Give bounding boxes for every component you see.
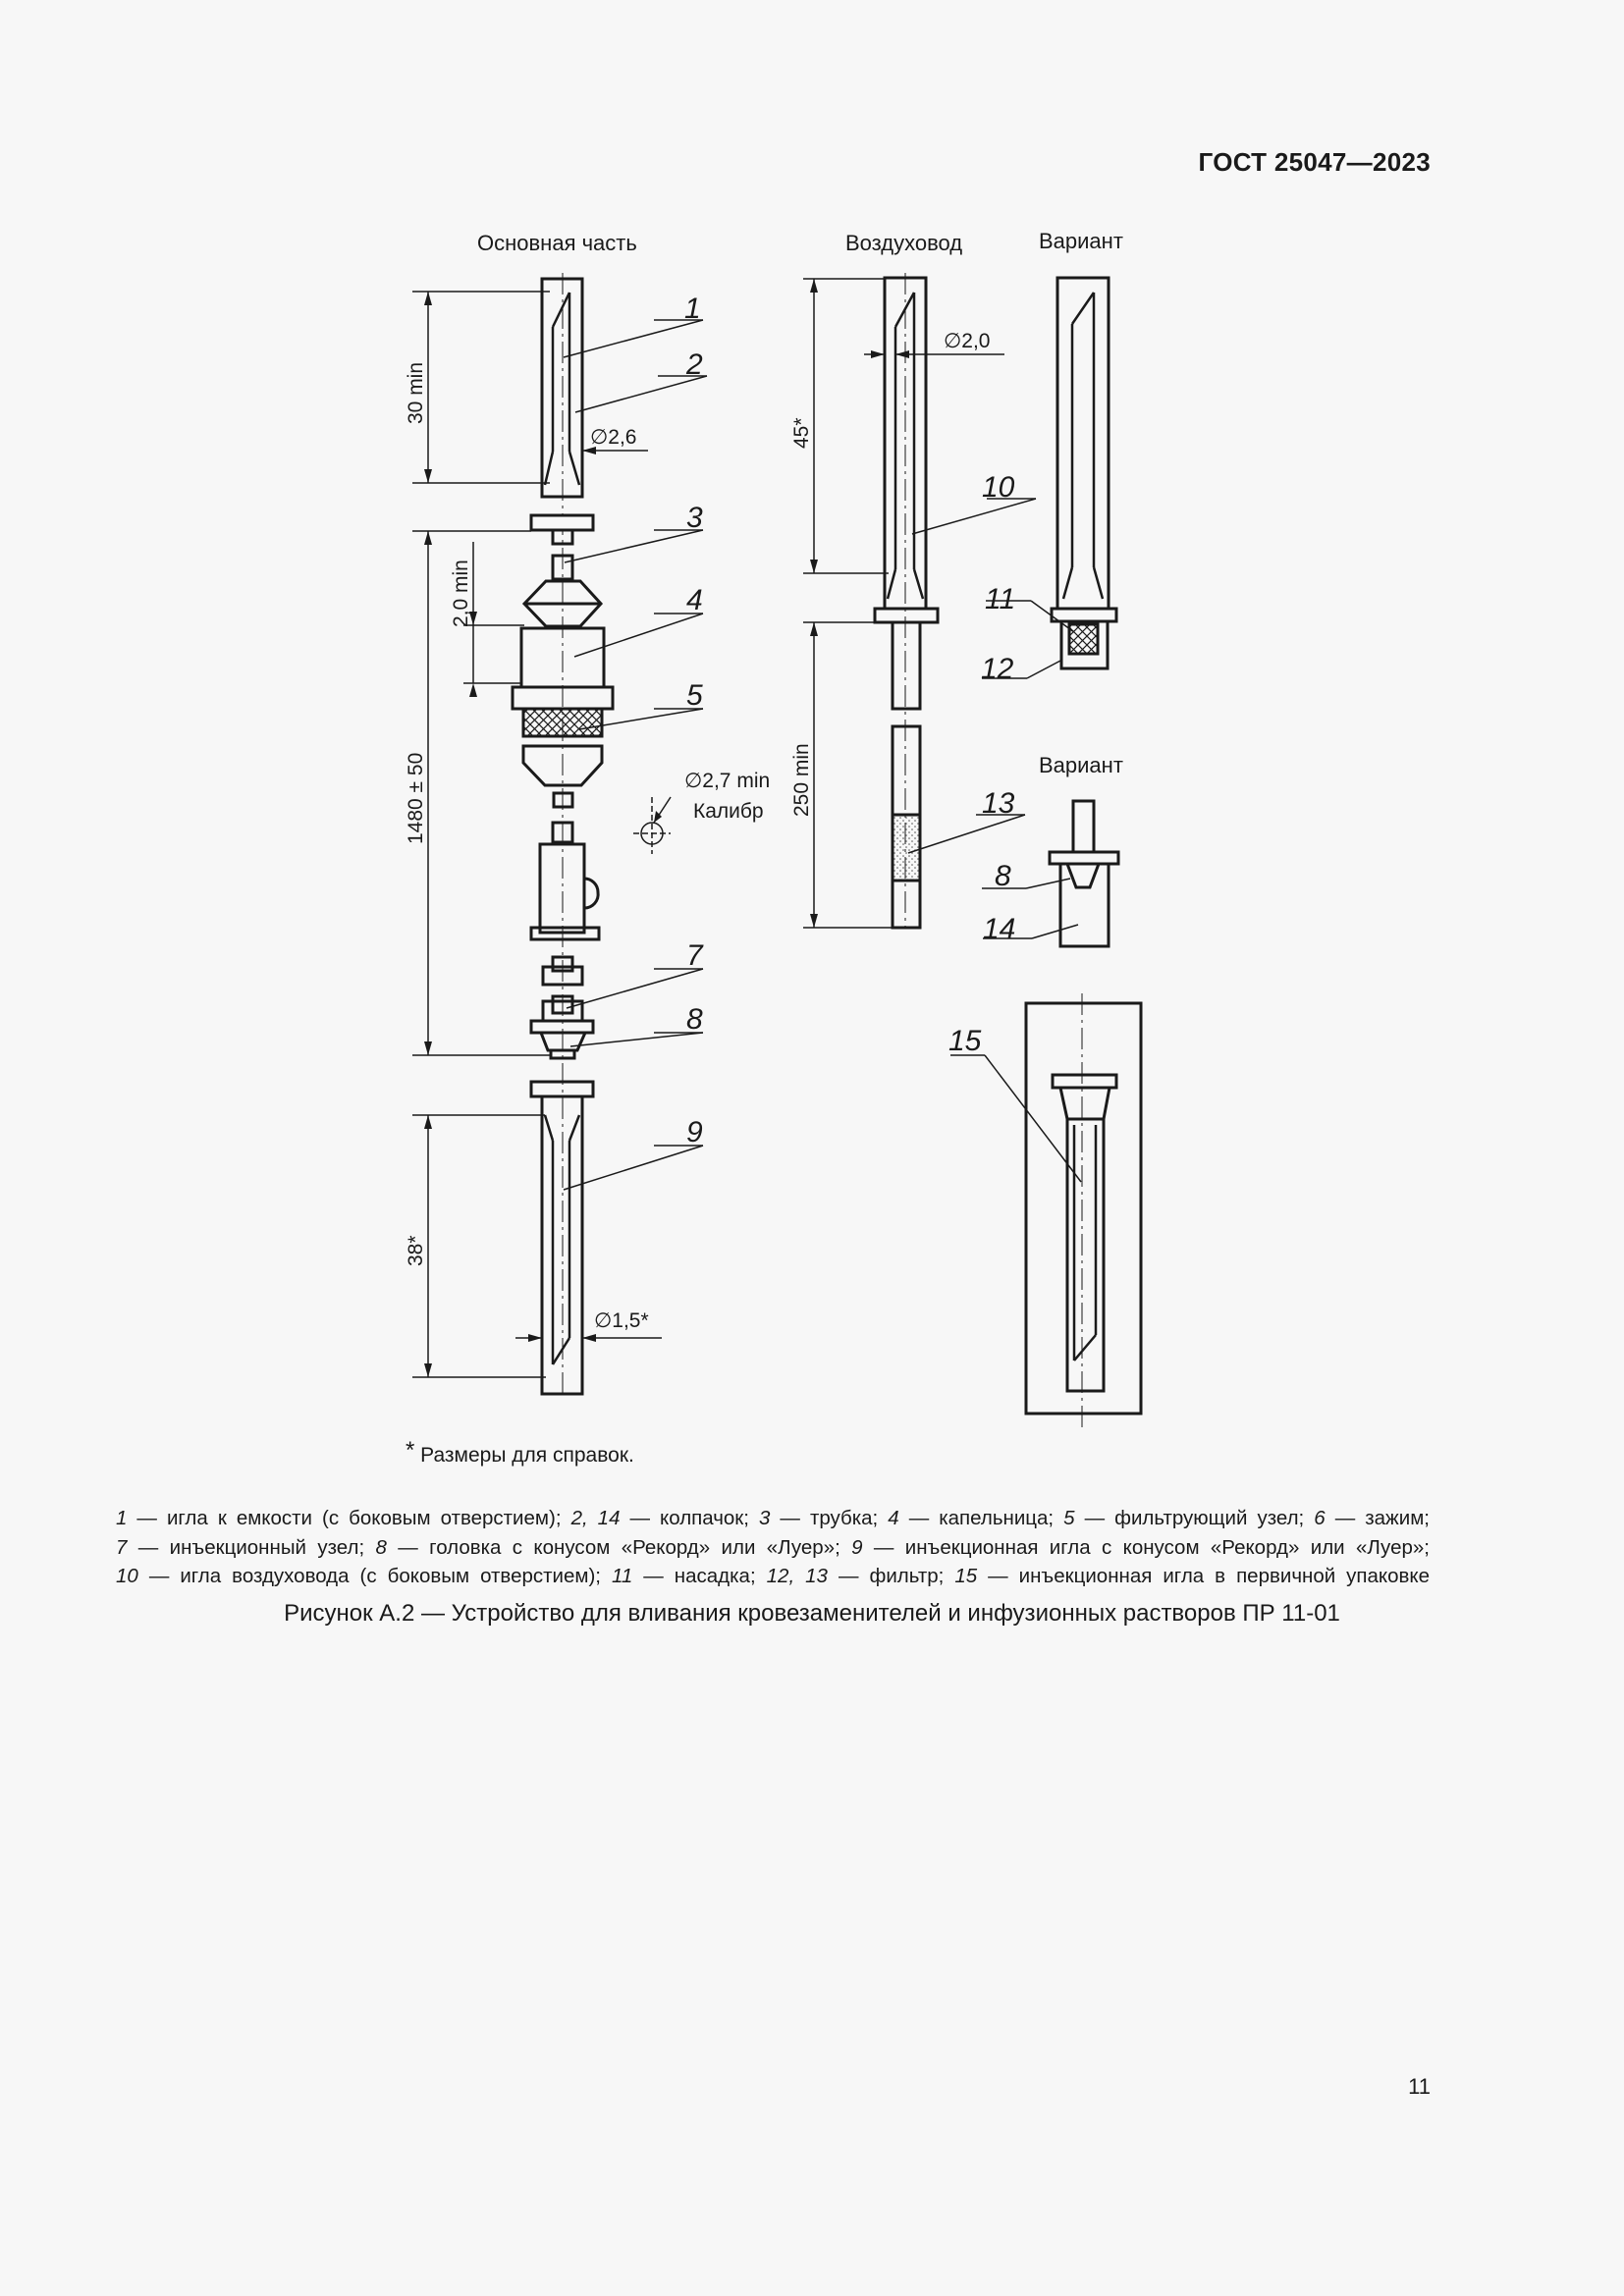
dim-2-0min: 2,0 min (450, 560, 472, 627)
legend-text: — игла воздуховода (с боковым отверстием); (137, 1565, 613, 1587)
legend-text: — насадка; (632, 1565, 767, 1587)
footnote (406, 1437, 634, 1468)
title-variant-2: Вариант (1039, 753, 1123, 777)
callout-3: 3 (686, 502, 703, 534)
legend-key: 9 (851, 1535, 863, 1559)
legend-key: 3 (758, 1507, 771, 1529)
callout-8-variant: 8 (995, 860, 1011, 892)
legend-key: 6 (1314, 1507, 1326, 1529)
legend-line-3 (116, 1562, 1430, 1591)
callout-8: 8 (686, 1003, 703, 1036)
legend-key: 1 (116, 1507, 128, 1529)
legend-text: — фильтр; (827, 1565, 955, 1587)
legend-key: 2, 14 (570, 1507, 621, 1529)
legend-key: 12, 13 (766, 1565, 828, 1587)
title-air-duct: Воздуховод (845, 231, 963, 255)
variant-2-assembly (1050, 801, 1118, 946)
callout-15: 15 (948, 1025, 982, 1057)
callout-11: 11 (985, 583, 1016, 615)
dim-phi-2-6: ∅2,6 (590, 426, 637, 449)
legend-text: — инъекционная игла в первичной упаковке (977, 1565, 1431, 1587)
dim-1480: 1480 ± 50 (405, 752, 427, 844)
legend-key: 4 (888, 1507, 899, 1529)
dim-250min: 250 min (790, 743, 813, 817)
legend-text: — зажим; (1325, 1507, 1430, 1529)
callout-2: 2 (686, 348, 703, 381)
callout-10: 10 (982, 471, 1015, 504)
callout-9: 9 (686, 1116, 703, 1148)
callout-5: 5 (686, 679, 703, 712)
title-variant-1: Вариант (1039, 229, 1123, 253)
footnote-star: * (406, 1437, 415, 1464)
legend-text: — колпачок; (620, 1507, 759, 1529)
legend-text: — игла к емкости (с боковым отверстием); (127, 1507, 571, 1529)
callout-4: 4 (686, 584, 703, 616)
dim-45: 45* (790, 417, 813, 449)
legend-text: — головка с конусом «Рекорд» или «Луер»; (386, 1535, 852, 1559)
legend-key: 11 (612, 1565, 633, 1587)
dim-phi-1-5: ∅1,5* (594, 1309, 649, 1332)
primary-package (1026, 993, 1141, 1429)
legend-text: — капельница; (898, 1507, 1064, 1529)
callout-14: 14 (983, 913, 1016, 945)
variant-1-assembly (1052, 278, 1116, 668)
legend-line-2 (116, 1533, 1430, 1563)
callout-12: 12 (981, 653, 1014, 685)
legend-key: 7 (116, 1535, 128, 1559)
title-main-part: Основная часть (477, 231, 637, 255)
legend-key: 5 (1063, 1507, 1075, 1529)
dim-38: 38* (405, 1235, 427, 1266)
legend-text: — фильтрующий узел; (1074, 1507, 1315, 1529)
standard-header: ГОСТ 25047—2023 (1198, 147, 1431, 177)
legend-line-1 (116, 1504, 1430, 1533)
figure-caption: Рисунок А.2 — Устройство для вливания кровезаменителей и инфузионных растворов ПР 11-01 (284, 1600, 1340, 1627)
callout-13: 13 (982, 787, 1015, 820)
legend-text: — трубка; (770, 1507, 889, 1529)
air-duct-assembly (875, 273, 938, 928)
footnote-text: Размеры для справок. (414, 1444, 634, 1467)
dim-phi-2-7: ∅2,7 min (684, 770, 771, 792)
legend-text: — инъекционная игла с конусом «Рекорд» или «Луер»; (862, 1535, 1430, 1559)
legend-text: — инъекционный узел; (127, 1535, 376, 1559)
dim-phi-2-0: ∅2,0 (944, 330, 991, 352)
legend-key: 15 (954, 1565, 978, 1587)
figure-legend (116, 1504, 1430, 1591)
gauge-label: Калибр (693, 800, 764, 823)
page-number: 11 (1408, 2074, 1431, 2099)
callout-7: 7 (686, 939, 703, 972)
legend-key: 10 (116, 1565, 138, 1587)
dim-30min: 30 min (405, 361, 427, 424)
callout-1: 1 (684, 293, 701, 325)
legend-key: 8 (375, 1535, 387, 1559)
